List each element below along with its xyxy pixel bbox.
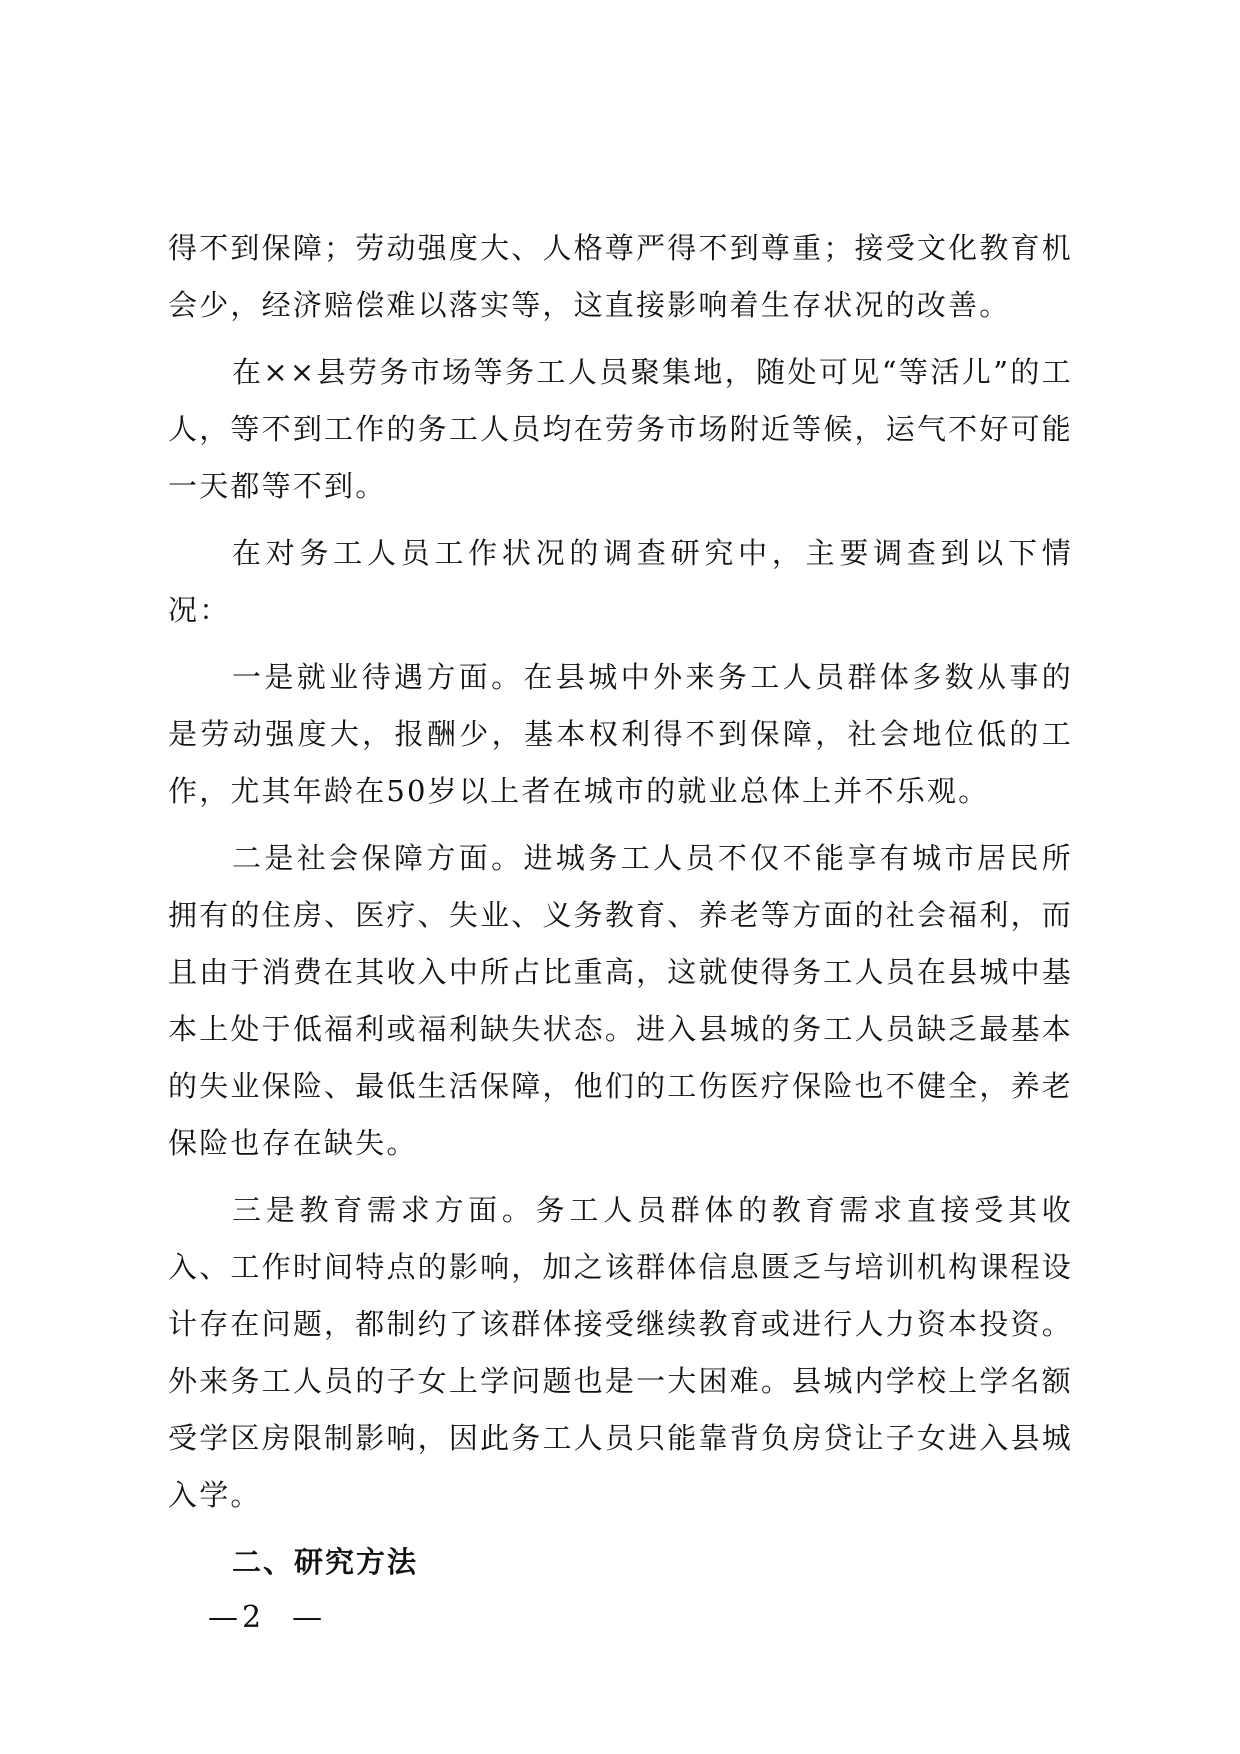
document-body [168, 220, 1073, 1591]
section-heading: 二、研究方法 [232, 1545, 419, 1579]
paragraph-labor-market: 在××县劳务市场等务工人员聚集地，随处可见“等活儿”的工人，等不到工作的务工人员均在劳务市场附近等候，运气不好可能一天都等不到。 [168, 355, 1073, 503]
paragraph-survey-intro: 在对务工人员工作状况的调查研究中，主要调查到以下情况： [168, 536, 1073, 627]
paragraph-social-security: 二是社会保障方面。进城务工人员不仅不能享有城市居民所拥有的住房、医疗、失业、义务教育、养老等方面的社会福利，而且由于消费在其收入中所占比重高，这就使得务工人员在县城中基本上处于低福利或福利缺失状态。进入县城的务工人员缺乏最基本的失业保险、最低生活保障，他们的工伤医疗保险也不健全，养老保险也存在缺失。 [168, 841, 1073, 1160]
paragraph-continuation: 得不到保障；劳动强度大、人格尊严得不到尊重；接受文化教育机会少，经济赔偿难以落实等，这直接影响着生存状况的改善。 [168, 231, 1073, 322]
paragraph-employment: 一是就业待遇方面。在县城中外来务工人员群体多数从事的是劳动强度大，报酬少，基本权利得不到保障，社会地位低的工作，尤其年龄在50岁以上者在城市的就业总体上并不乐观。 [168, 660, 1073, 808]
paragraph-education: 三是教育需求方面。务工人员群体的教育需求直接受其收入、工作时间特点的影响，加之该群体信息匮乏与培训机构课程设计存在问题，都制约了该群体接受继续教育或进行人力资本投资。外来务工人员的子女上学问题也是一大困难。县城内学校上学名额受学区房限制影响，因此务工人员只能靠背负房贷让子女进入县城入学。 [168, 1193, 1073, 1512]
page-number: —2 — [208, 1600, 327, 1635]
